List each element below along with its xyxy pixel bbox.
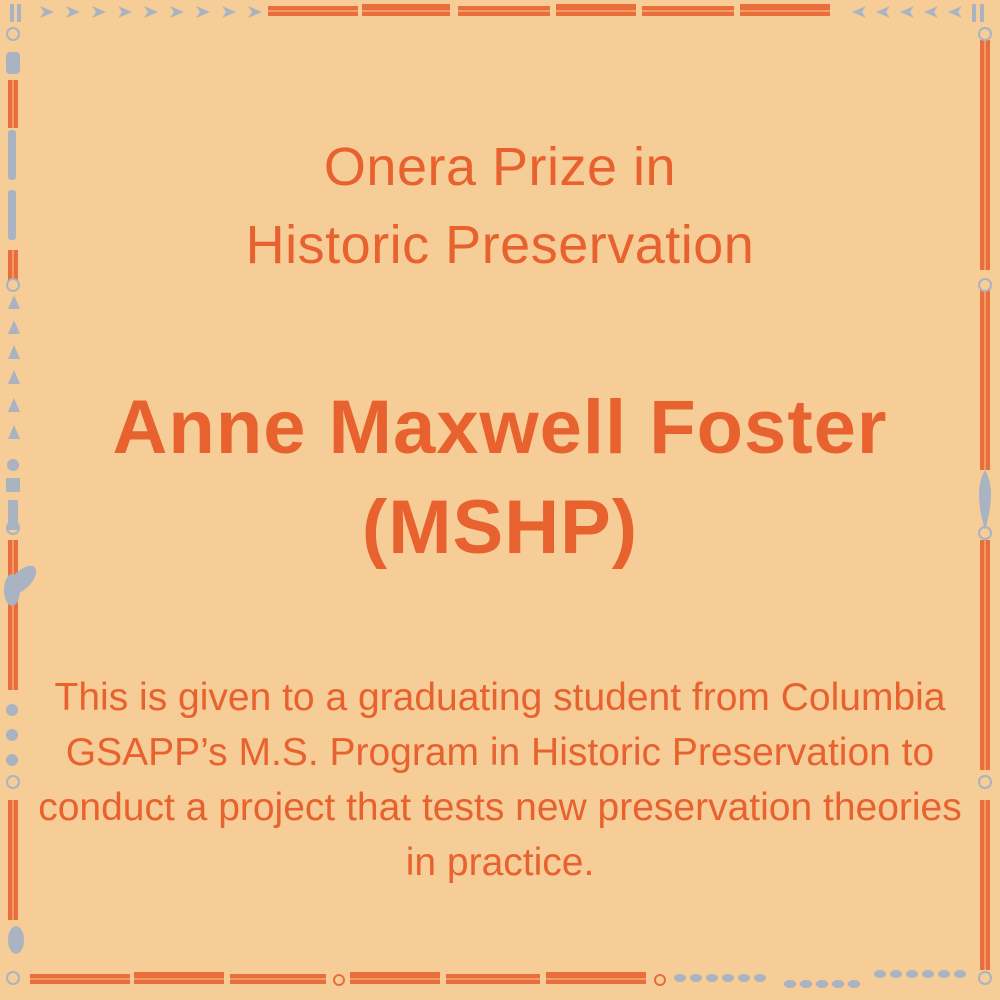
prize-title bbox=[0, 128, 1000, 284]
prize-title-line-1: Onera Prize in bbox=[323, 137, 677, 197]
recipient-name: Anne Maxwell Foster bbox=[112, 385, 888, 470]
recipient-block bbox=[0, 378, 1000, 578]
recipient-program: (MSHP) bbox=[361, 485, 639, 570]
prize-title-line-2: Historic Preservation bbox=[245, 215, 755, 275]
prize-description: This is given to a graduating student from Columbia GSAPP’s M.S. Program in Historic Preservation to conduct a project that tests new preservation theories in practice. bbox=[38, 676, 962, 884]
